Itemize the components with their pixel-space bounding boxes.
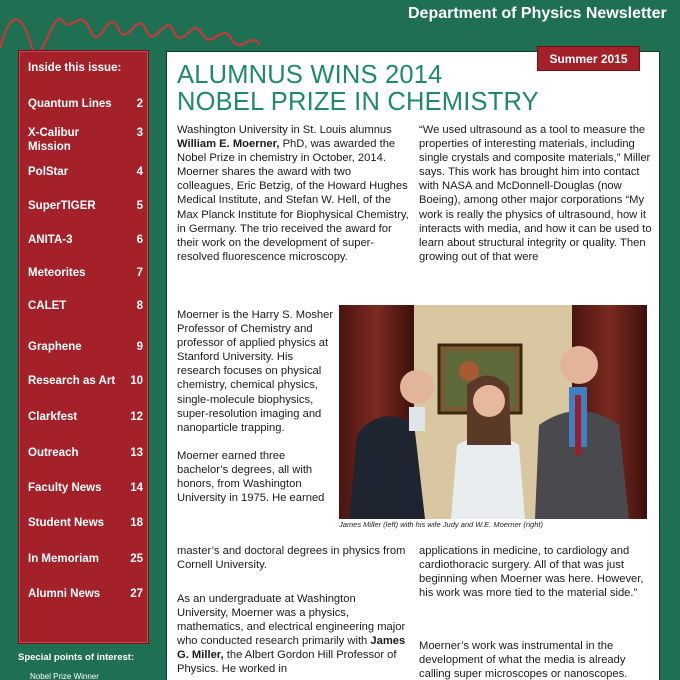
toc-item-alumni-news[interactable] — [28, 587, 143, 601]
toc-item-calet[interactable] — [28, 299, 143, 313]
toc-title: Quantum Lines — [28, 98, 112, 110]
toc-page: 25 — [130, 553, 143, 565]
toc-item-polstar[interactable] — [28, 165, 143, 179]
para-text: Moerner is the Harry S. Mosher Professor of Chemistry and professor of applied physics at Stanford University. His research focuses on physical chemistry, chemical physics, single-molecule biophysics, super-resolution imaging and nanoparticle trapping. — [177, 309, 334, 434]
article-photo — [339, 305, 647, 519]
toc-page: 18 — [130, 517, 143, 529]
toc-item-in-memoriam[interactable] — [28, 552, 143, 566]
toc-title: Graphene — [28, 341, 82, 353]
para-text: As an undergraduate at Washington University, Moerner was a physics, mathematics, and electrical engineering major who conducted research primarily with — [177, 593, 406, 648]
article-col2-para1 — [419, 123, 653, 264]
toc-page: 9 — [136, 341, 143, 353]
toc-item-faculty-news[interactable] — [28, 481, 143, 495]
para-text: Moerner earned three bachelor’s degrees, all with honors, from Washington University in 1975. He earned — [177, 449, 325, 505]
toc-title: PolStar — [28, 166, 69, 178]
toc-title: Faculty News — [28, 482, 102, 494]
toc-item-x-calibur[interactable] — [28, 126, 143, 154]
toc-title: In Memoriam — [28, 553, 99, 565]
article-col1-para1 — [177, 123, 409, 264]
toc-page: 14 — [130, 482, 143, 494]
para-text: applications in medicine, to cardiology and cardiothoracic surgery. All of that was just beginning when Moerner was here. However, his work was more tied to the material side.” — [419, 545, 644, 600]
photo-illustration — [339, 305, 647, 519]
photo-caption: James Miller (left) with his wife Judy and W.E. Moerner (right) — [339, 520, 543, 529]
person-name: James G. Miller, — [177, 635, 406, 662]
para-text: master’s and doctoral degrees in physics from Cornell University. — [177, 545, 406, 572]
toc-title: ANITA-3 — [28, 234, 73, 246]
toc-title: X-Calibur Mission — [28, 127, 80, 153]
toc-item-graphene[interactable] — [28, 340, 143, 354]
article-headline — [177, 62, 539, 116]
toc-page: 7 — [136, 267, 143, 279]
headline-line-1: ALUMNUS WINS 2014 — [177, 61, 443, 89]
toc-title: Research as Art — [28, 375, 116, 387]
toc-item-anita-3[interactable] — [28, 233, 143, 247]
toc-page: 12 — [130, 411, 143, 423]
para-text: Washington University in St. Louis alumnus — [177, 124, 392, 136]
article-wrap-paras — [177, 308, 337, 505]
toc-title: Clarkfest — [28, 411, 78, 423]
headline-line-2: NOBEL PRIZE IN CHEMISTRY — [177, 88, 539, 116]
toc-heading: Inside this issue: — [28, 62, 122, 74]
toc-page: 4 — [136, 166, 143, 178]
toc-page: 3 — [136, 127, 143, 139]
toc-item-student-news[interactable] — [28, 516, 143, 530]
toc-page: 5 — [136, 200, 143, 212]
toc-item-outreach[interactable] — [28, 446, 143, 460]
toc-page: 6 — [136, 234, 143, 246]
issue-badge: Summer 2015 — [537, 46, 640, 71]
toc-title: Alumni News — [28, 588, 101, 600]
newsletter-title: Department of Physics Newsletter — [408, 5, 667, 22]
toc-title: SuperTIGER — [28, 200, 96, 212]
article-col1-para4 — [177, 592, 407, 677]
toc-item-supertiger[interactable] — [28, 199, 143, 213]
sidebar-toc — [18, 50, 149, 644]
article-col2-para2 — [419, 544, 653, 600]
toc-page: 10 — [130, 375, 143, 387]
toc-page: 13 — [130, 447, 143, 459]
para-text: Moerner’s work was instrumental in the development of what the media is already calling super microscopes or nanoscopes. — [419, 640, 628, 680]
toc-item-research-as-art[interactable] — [28, 374, 143, 388]
toc-title: Meteorites — [28, 267, 86, 279]
article-panel — [166, 51, 660, 680]
article-col2-para3 — [419, 639, 653, 680]
special-points-heading: Special points of interest: — [18, 652, 135, 663]
special-point-item: Nobel Prize Winner — [30, 672, 99, 680]
toc-page: 27 — [130, 588, 143, 600]
toc-page: 2 — [136, 98, 143, 110]
para-text: PhD, was awarded the Nobel Prize in chemistry in October, 2014. Moerner shares the award with two colleagues, Eric Betzig, of the Howard Hughes Medical Institute, and Stefan W. Hell, of the Max Planck Institute for Biophysical Chemistry, in Germany. The trio received the award for their work on the development of super-resolved fluorescence microscopy. — [177, 138, 409, 263]
person-name: William E. Moerner, — [177, 138, 280, 151]
toc-item-clarkfest[interactable] — [28, 410, 143, 424]
toc-item-meteorites[interactable] — [28, 266, 143, 280]
article-col1-para3 — [177, 544, 411, 572]
para-text: the Albert Gordon Hill Professor of Physics. He worked in — [177, 649, 397, 676]
toc-title: Student News — [28, 517, 105, 529]
toc-item-quantum-lines[interactable] — [28, 97, 143, 111]
toc-title: CALET — [28, 300, 67, 312]
para-text: “We used ultrasound as a tool to measure the properties of interesting materials, including single crystals and composite materials,” Miller says. This work has brought him into contact with NASA and McDonnell-Douglas (now Boeing), among other major corporations “My work is really the physics of ultrasound, how it interacts with media, and how it can be used to learn about structural integrity or quality. Then growing out of that were — [419, 124, 652, 263]
toc-title: Outreach — [28, 447, 79, 459]
toc-page: 8 — [136, 300, 143, 312]
